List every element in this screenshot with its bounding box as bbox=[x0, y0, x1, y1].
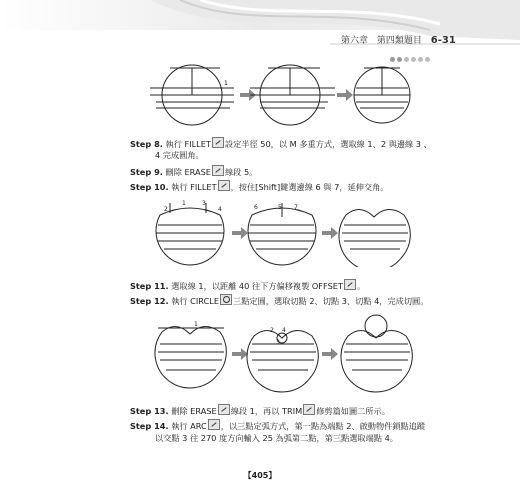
fig2-label-2: 2 bbox=[164, 206, 168, 213]
fig2-label-7: 7 bbox=[294, 204, 298, 211]
page-footer-number: 【405】 bbox=[243, 471, 277, 480]
step-13 bbox=[130, 404, 390, 417]
offset-icon bbox=[344, 279, 356, 290]
step-14 bbox=[130, 419, 425, 432]
fig3-label-2: 2 bbox=[270, 327, 274, 334]
fig2-label-5: 5 bbox=[278, 204, 282, 211]
step-8-post: 設定半徑 50，以 M 多重方式，選取線 1、2 與邊線 3 、 bbox=[224, 139, 432, 149]
step-13-pre: 刪除 ERASE bbox=[171, 406, 217, 416]
step-10-pre: 執行 FILLET bbox=[171, 182, 217, 192]
figure-row-1 bbox=[150, 62, 415, 128]
step-11-post: 。 bbox=[356, 281, 366, 291]
figure-row-3 bbox=[150, 314, 420, 396]
step-9-post: 線段 5。 bbox=[224, 167, 258, 177]
step-8-pre: 執行 FILLET bbox=[165, 139, 211, 149]
fig3-label-1: 1 bbox=[194, 321, 198, 328]
step-14-cont: 以交點 3 往 270 度方向輸入 25 為弧第二點，第三點選取端點 4。 bbox=[155, 433, 398, 443]
chapter-title: 第六章 bbox=[341, 36, 369, 46]
step-10-label: Step 10. bbox=[130, 182, 169, 192]
step-9 bbox=[130, 165, 257, 178]
step-9-label: Step 9. bbox=[130, 167, 163, 177]
step-10 bbox=[130, 180, 388, 193]
step-8 bbox=[130, 137, 432, 150]
fig2-label-3: 3 bbox=[202, 200, 206, 207]
figure-row-2 bbox=[150, 197, 415, 267]
fillet-icon bbox=[212, 137, 224, 148]
fig3-label-3: 3 bbox=[276, 339, 280, 346]
section-title: 第四類題目 bbox=[376, 36, 422, 46]
fig3-label-4: 4 bbox=[282, 327, 286, 334]
erase-icon bbox=[212, 165, 224, 176]
step-12-label: Step 12. bbox=[130, 296, 169, 306]
step-11 bbox=[130, 279, 365, 292]
step-13-label: Step 13. bbox=[130, 406, 169, 416]
fillet-icon bbox=[218, 180, 230, 191]
step-14-pre: 執行 ARC bbox=[171, 421, 207, 431]
step-9-pre: 刪除 ERASE bbox=[165, 167, 211, 177]
header-swirl-decoration bbox=[0, 0, 520, 56]
step-13-post2: 修剪篇如圖二所示。 bbox=[316, 406, 390, 416]
step-10-post: ，按住[Shift]鍵選邊線 6 與 7，延伸交角。 bbox=[230, 182, 389, 192]
chapter-header bbox=[341, 33, 462, 46]
step-11-label: Step 11. bbox=[130, 281, 169, 291]
arc-icon bbox=[208, 419, 220, 430]
fig2-label-4: 4 bbox=[218, 206, 222, 213]
step-8-label: Step 8. bbox=[130, 139, 163, 149]
step-11-pre: 選取線 1，以距離 40 往下方偏移複製 OFFSET bbox=[171, 281, 343, 291]
circle-icon bbox=[220, 294, 232, 305]
step-12 bbox=[130, 294, 428, 307]
header-page-number: 6-31 bbox=[430, 35, 456, 46]
step-12-pre: 執行 CIRCLE bbox=[171, 296, 220, 306]
fig1-label-1: 1 bbox=[224, 80, 228, 87]
trim-icon bbox=[303, 404, 315, 415]
step-14-post: ，以三點定弧方式，第一點為端點 2、啟動物件鎖點追蹤 bbox=[220, 421, 426, 431]
step-14-label: Step 14. bbox=[130, 421, 169, 431]
step-13-post: 線段 1，再以 TRIM bbox=[230, 406, 303, 416]
fig2-label-1: 1 bbox=[182, 200, 186, 207]
step-12-post: 三點定圓，選取切點 2、切點 3、切點 4，完成切圓。 bbox=[233, 296, 429, 306]
step-8-cont: 4 完成圓角。 bbox=[155, 150, 204, 160]
erase-icon bbox=[218, 404, 230, 415]
fig2-label-6: 6 bbox=[254, 204, 258, 211]
